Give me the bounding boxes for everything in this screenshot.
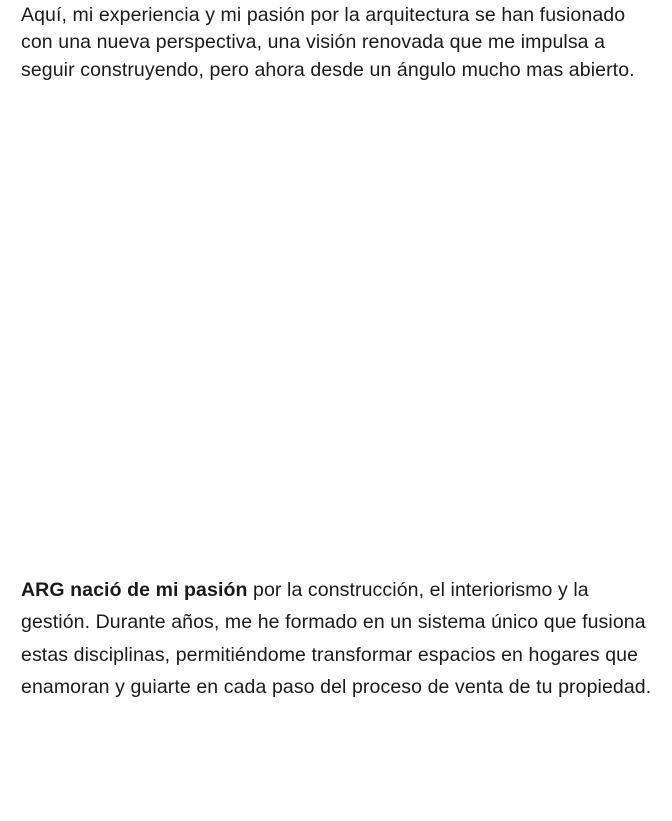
intro-paragraph: Aquí, mi experiencia y mi pasión por la arquitectura se han fusionado con una nueva perspectiva, una visión renovada que me impulsa a seguir construyendo, pero ahora desde un ángulo mucho mas abierto. (21, 4, 635, 81)
about-paragraph (21, 574, 661, 704)
about-bold-lead: ARG nació de mi pasión (21, 579, 248, 601)
about-text: por la construcción, el interiorismo y la gestión. Durante años, me he formado en un sistema único que fusiona estas disciplinas, permitiéndome transformar espacios en hogares que enamoran y guiarte en cada paso del proceso de venta de tu propiedad. (21, 579, 652, 699)
